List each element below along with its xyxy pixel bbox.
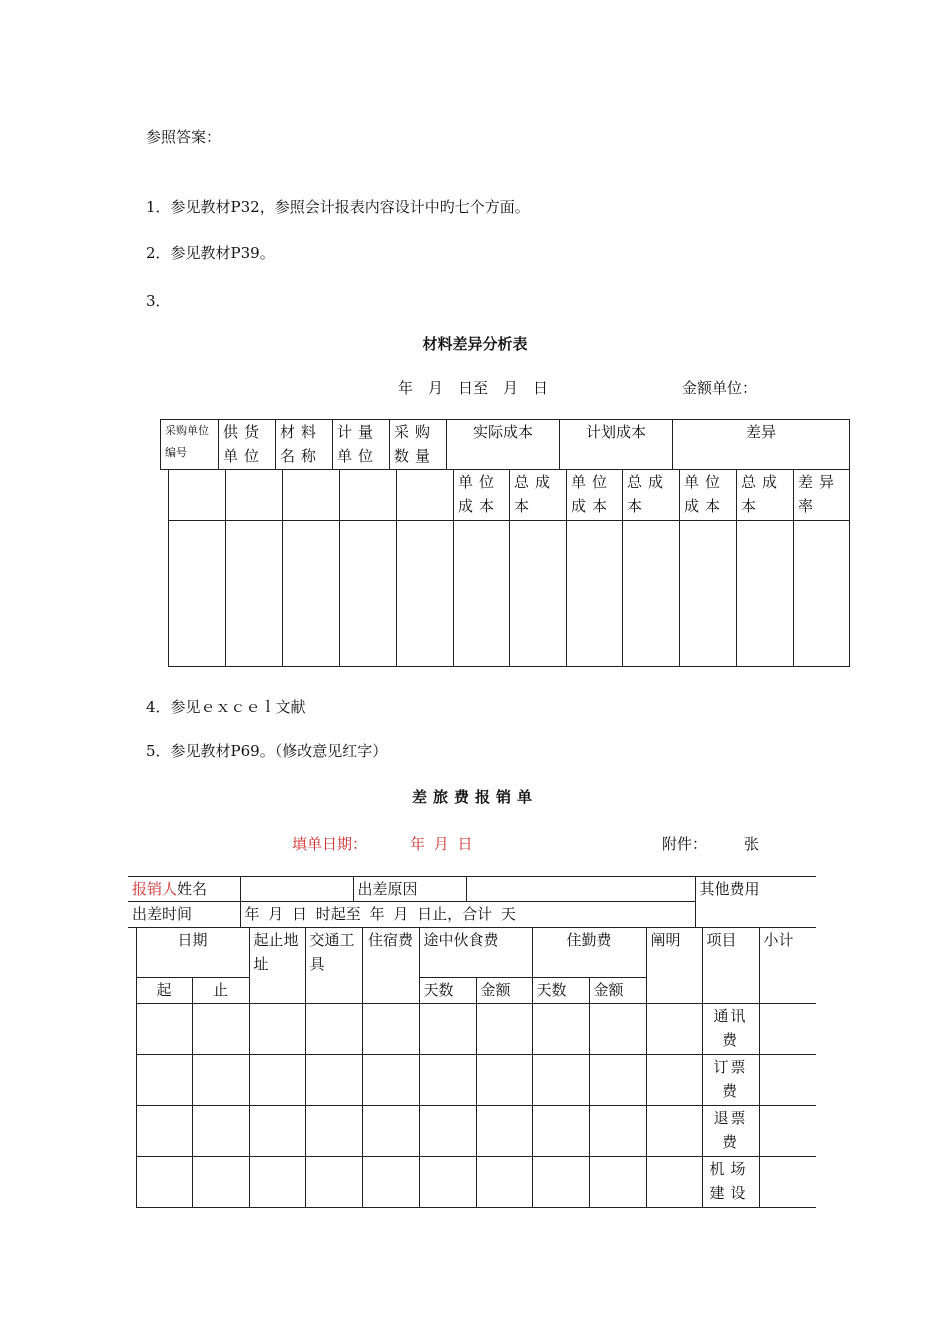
other-item-2: 订票费 — [702, 1055, 759, 1106]
answer-item-2: 2．参见教材P39。 — [146, 244, 275, 262]
other-item-1: 通讯费 — [702, 1004, 759, 1055]
diff-rate: 差异率 — [794, 470, 850, 521]
trip-time-value: 年 月 日 时起至 年 月 日止，合计 天 — [240, 902, 695, 928]
other-item-4: 机场建设 — [702, 1157, 759, 1208]
trip-reason-label: 出差原因 — [353, 877, 466, 902]
col-measure-unit: 计量单位 — [333, 420, 390, 470]
col-date: 日期 — [136, 928, 249, 978]
answer-item-3: 3． — [146, 292, 171, 310]
col-difference: 差异 — [673, 420, 850, 470]
travel-table-title: 差旅费报销单 — [411, 788, 538, 806]
material-body-table — [168, 469, 850, 667]
travel-top-table — [128, 876, 816, 928]
col-subtotal: 小计 — [759, 928, 816, 1004]
trip-reason-value[interactable] — [466, 877, 695, 902]
reimburser-name-value[interactable] — [240, 877, 353, 902]
col-duty-amount: 金额 — [589, 978, 646, 1004]
material-header-table — [160, 419, 850, 470]
attachment-unit: 张 — [744, 835, 760, 853]
col-from: 起 — [136, 978, 192, 1004]
material-table-title: 材料差异分析表 — [422, 335, 528, 353]
col-address: 起止地址 — [249, 928, 305, 1004]
col-transport: 交通工具 — [305, 928, 362, 1004]
attachment-label: 附件： — [662, 835, 708, 853]
answer-header: 参照答案： — [146, 128, 222, 146]
col-plan-cost: 计划成本 — [560, 420, 673, 470]
col-duty-days: 天数 — [532, 978, 589, 1004]
plan-total-cost: 总成本 — [623, 470, 680, 521]
col-item: 项目 — [702, 928, 759, 1004]
reimburser-name-label: 报销人姓名 — [128, 877, 240, 902]
diff-total-cost: 总成本 — [737, 470, 794, 521]
answer-item-4: 4．参见ｅｘｃｅｌ文献 — [146, 698, 306, 716]
other-item-3: 退票费 — [702, 1106, 759, 1157]
table-row — [128, 1055, 816, 1106]
diff-unit-cost: 单位成本 — [680, 470, 737, 521]
material-date-line: 年 月 日至 月 日 — [398, 379, 549, 397]
plan-unit-cost: 单位成本 — [567, 470, 623, 521]
fill-date-value: 年 月 日 — [410, 835, 473, 853]
travel-main-table — [128, 927, 816, 1208]
actual-unit-cost: 单位成本 — [454, 470, 510, 521]
trip-time-label: 出差时间 — [128, 902, 240, 928]
col-explain: 阐明 — [646, 928, 702, 1004]
col-duty: 住勤费 — [532, 928, 646, 978]
col-meal-amount: 金额 — [476, 978, 532, 1004]
material-unit-label: 金额单位： — [682, 379, 758, 397]
col-actual-cost: 实际成本 — [447, 420, 560, 470]
col-purchase-unit-code: 采购单位编号 — [161, 420, 219, 470]
table-row — [128, 1004, 816, 1055]
fill-date-label: 填单日期： — [292, 835, 368, 853]
col-supplier: 供货单位 — [219, 420, 276, 470]
table-row — [128, 1106, 816, 1157]
col-meal-days: 天数 — [419, 978, 476, 1004]
other-expenses-label: 其他费用 — [695, 877, 816, 928]
table-row — [128, 1157, 816, 1208]
col-to: 止 — [192, 978, 249, 1004]
col-material-name: 材料名称 — [276, 420, 333, 470]
answer-item-1: 1．参见教材P32，参照会计报表内容设计中旳七个方面。 — [146, 198, 530, 216]
col-meal: 途中伙食费 — [419, 928, 532, 978]
table-row — [169, 521, 850, 667]
answer-item-5: 5．参见教材P69。（修改意见红字） — [146, 742, 388, 760]
col-lodging: 住宿费 — [362, 928, 419, 1004]
col-purchase-qty: 采购数量 — [390, 420, 447, 470]
actual-total-cost: 总成本 — [510, 470, 567, 521]
